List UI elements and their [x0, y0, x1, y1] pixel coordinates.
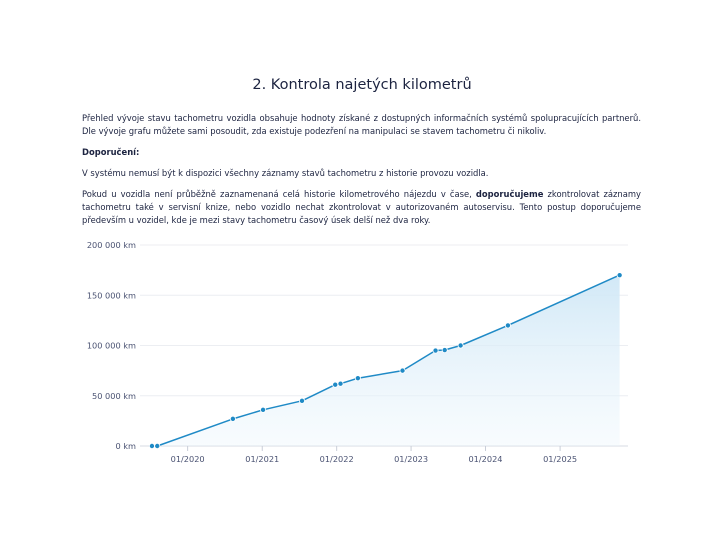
- data-point[interactable]: [260, 407, 265, 412]
- data-point[interactable]: [458, 343, 463, 348]
- data-point[interactable]: [149, 443, 154, 448]
- data-point[interactable]: [433, 348, 438, 353]
- data-point[interactable]: [299, 398, 304, 403]
- data-point[interactable]: [355, 376, 360, 381]
- data-point[interactable]: [442, 347, 447, 352]
- y-tick-label: 200 000 km: [86, 240, 136, 250]
- data-point[interactable]: [230, 416, 235, 421]
- data-point[interactable]: [338, 381, 343, 386]
- chart-area-layer: [152, 275, 620, 446]
- advice-text-bold: doporučujeme: [475, 189, 544, 199]
- intro-text: Přehled vývoje stavu tachometru vozidla obsahuje hodnoty získané z dostupných informačních systémů spolupracujících partnerů. Dle vývoje grafu můžete sami posoudit, zda existuje podezření na manipulaci se stavem tachometru či nikoliv.: [82, 113, 641, 136]
- data-point[interactable]: [333, 382, 338, 387]
- y-tick-label: 150 000 km: [86, 290, 136, 301]
- data-point[interactable]: [400, 368, 405, 373]
- y-tick-label: 0 km: [115, 441, 136, 451]
- advice-text-part2: zkontrolovat záznamy tachometru také v servisní knize, nebo vozidlo nechat zkontrolovat v autorizovaném autoservisu. Tento postup doporučujeme především u vozidel, kde je mezi stavy tachometru časový úsek delší než dva roky.: [82, 189, 641, 225]
- section-title: 2. Kontrola najetých kilometrů: [252, 77, 472, 93]
- x-tick-label: 01/2021: [245, 454, 280, 464]
- y-tick-label: 50 000 km: [92, 390, 136, 401]
- availability-note: V systému nemusí být k dispozici všechny záznamy stavů tachometru z historie provozu vozidla.: [82, 168, 489, 178]
- advice-text-part1: Pokud u vozidla není průběžně zaznamenaná celá historie kilometrového nájezdu v čase,: [82, 189, 476, 199]
- x-tick-label: 01/2020: [170, 454, 205, 464]
- x-tick-label: 01/2022: [319, 454, 354, 464]
- x-tick-label: 01/2024: [468, 454, 503, 464]
- x-tick-label: 01/2023: [394, 454, 429, 464]
- y-tick-label: 100 000 km: [86, 340, 136, 351]
- mileage-area: [152, 275, 620, 446]
- data-point[interactable]: [617, 273, 622, 278]
- x-tick-label: 01/2025: [543, 454, 578, 464]
- data-point[interactable]: [155, 443, 160, 448]
- data-point[interactable]: [505, 323, 510, 328]
- recommendation-heading: Doporučení:: [82, 147, 140, 157]
